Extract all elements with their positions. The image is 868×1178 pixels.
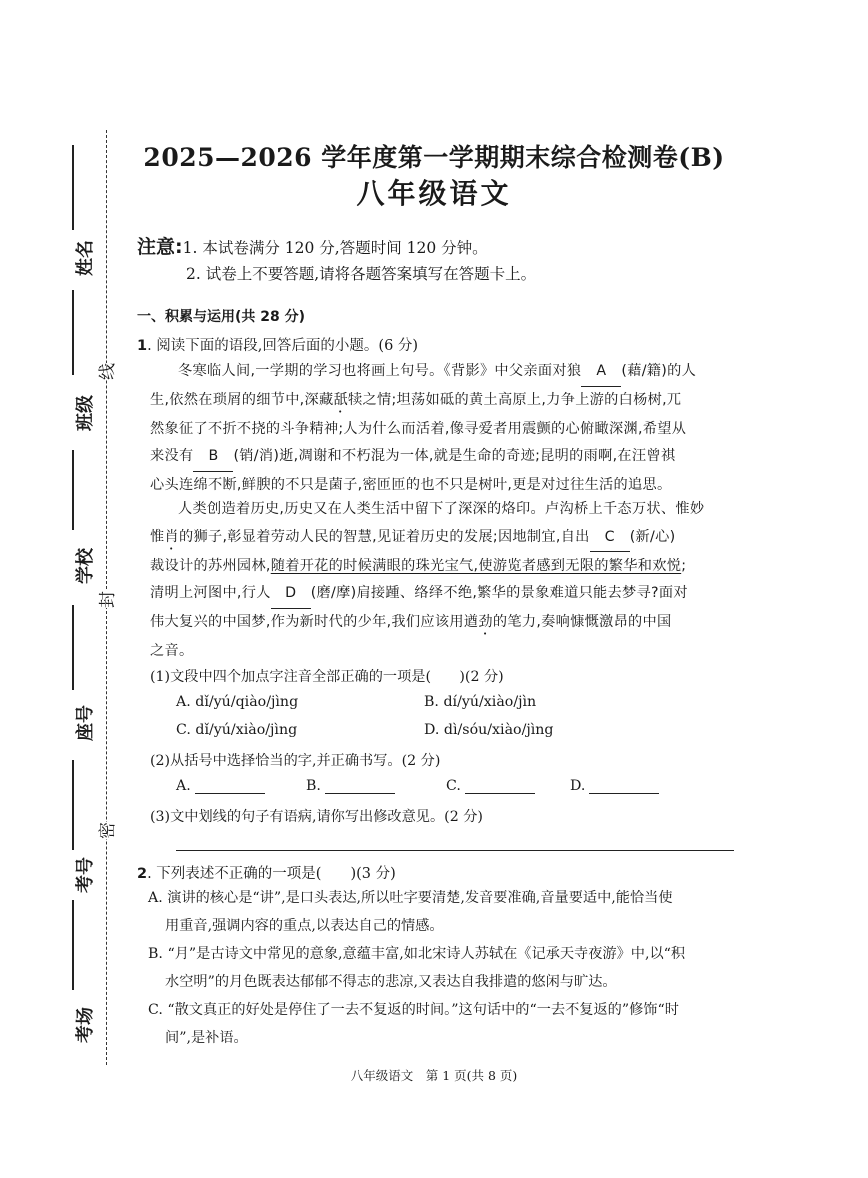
passage-line bbox=[150, 443, 736, 472]
dotted-char: 肖 bbox=[164, 528, 179, 545]
binding-mark-xian: 线 bbox=[90, 363, 121, 380]
fill-label: B. bbox=[306, 778, 321, 794]
fill-line bbox=[195, 779, 265, 794]
passage-line: 心头连绵不断,鲜腴的不只是菌子,密匝匝的也不只是树叶,更是对过往生活的追思。 bbox=[150, 476, 672, 493]
passage-text: (新/心) bbox=[629, 528, 676, 545]
question-1-stem bbox=[137, 334, 418, 355]
passage-line bbox=[150, 580, 736, 609]
fill-label: D. bbox=[570, 778, 586, 794]
passage-text: 的狮子,彰显着劳动人民的智慧,见证着历史的发展;因地制宜,自出 bbox=[179, 528, 590, 545]
option-b: B. dí/yú/xiào/jìn bbox=[424, 694, 537, 710]
sub-question-2: (2)从括号中选择恰当的字,并正确书写。(2 分) bbox=[150, 753, 441, 769]
sub-question-1: (1)文段中四个加点字注音全部正确的一项是( )(2 分) bbox=[150, 669, 504, 685]
passage-text: 来没有 bbox=[150, 448, 194, 464]
option-d: D. dì/sóu/xiào/jìng bbox=[424, 722, 554, 738]
option-c: C. dǐ/yú/xiào/jìng bbox=[176, 722, 298, 738]
name-line bbox=[72, 145, 74, 230]
notice-label: 注意: bbox=[137, 236, 183, 258]
q2-option-b bbox=[148, 940, 738, 996]
passage-text: 清明上河图中,行人 bbox=[150, 585, 271, 601]
passage-line: 人类创造着历史,历史又在人类生活中留下了深深的烙印。卢沟桥上千态万状、惟妙 bbox=[178, 501, 705, 517]
q2-option-a bbox=[148, 884, 738, 940]
class-label: 班级 bbox=[75, 395, 96, 431]
option-line: A. 演讲的核心是“讲”,是口头表达,所以吐字要清楚,发音要准确,音量要适中,能恰当使 bbox=[148, 890, 673, 906]
option-a: A. dǐ/yú/qiào/jìng bbox=[176, 694, 299, 710]
underlined-sentence: 随着开花的时候满眼的珠光宝气,使游览者感到无限的繁华和欢悦 bbox=[270, 557, 682, 574]
class-line bbox=[72, 290, 74, 375]
fill-b bbox=[306, 778, 395, 794]
passage-text: 裁设计的苏州园林, bbox=[150, 557, 271, 574]
question-1-number: 1 bbox=[137, 338, 148, 354]
school-label: 学校 bbox=[75, 548, 96, 584]
option-line: B. “月”是古诗文中常见的意象,意蕴丰富,如北宋诗人苏轼在《记承天寺夜游》中,以“积 bbox=[148, 946, 686, 962]
school-line bbox=[72, 450, 74, 530]
q2-option-c bbox=[148, 996, 738, 1052]
blank-a: A bbox=[581, 358, 621, 387]
passage-line bbox=[150, 524, 736, 553]
binding-mark-feng: 封 bbox=[90, 591, 121, 608]
passage-text: 生,依然在琐屑的细节中,深藏 bbox=[150, 391, 334, 408]
seat-label: 座号 bbox=[75, 705, 96, 741]
option-line: 水空明”的月色既表达郁郁不得志的悲凉,又表达自我排遣的悠闲与旷达。 bbox=[165, 974, 617, 990]
passage-text: 伟大复兴的中国梦,作为新时代的少年,我们应该用遒 bbox=[150, 613, 479, 630]
passage-text: 犊之情;坦荡如砥的黄土高原上,力争上游的白杨树,兀 bbox=[347, 391, 682, 408]
fill-label: A. bbox=[176, 778, 191, 794]
fill-d bbox=[570, 778, 659, 794]
blank-c: C bbox=[590, 524, 630, 553]
fill-label: C. bbox=[446, 778, 461, 794]
exam-room-label: 考场 bbox=[75, 1007, 96, 1043]
passage-line bbox=[176, 358, 736, 387]
fill-line bbox=[325, 779, 395, 794]
binding-mark-mi: 密 bbox=[90, 822, 121, 839]
passage-text: (磨/摩)肩接踵、络绎不绝,繁华的景象难道只能去梦寻?面对 bbox=[310, 585, 688, 601]
notice-item-1: 1. 本试卷满分 120 分,答题时间 120 分钟。 bbox=[182, 239, 488, 257]
passage-paragraph-1 bbox=[150, 358, 736, 499]
fill-a bbox=[176, 778, 265, 794]
passage-text: 冬寒临人间,一学期的学习也将画上句号。《背影》中父亲面对狼 bbox=[178, 363, 582, 379]
passage-text: 的笔力,奏响慷慨激昂的中国 bbox=[492, 613, 672, 630]
exam-room-line bbox=[72, 900, 74, 990]
option-line: 间”,是补语。 bbox=[165, 1030, 248, 1046]
page-footer: 八年级语文 第 1 页(共 8 页) bbox=[350, 1068, 518, 1083]
blank-d: D bbox=[271, 580, 311, 609]
notice-line-1 bbox=[137, 232, 488, 259]
passage-line bbox=[150, 387, 736, 416]
sub-question-3: (3)文中划线的句子有语病,请你写出修改意见。(2 分) bbox=[150, 809, 483, 825]
answer-line bbox=[176, 850, 734, 851]
name-label: 姓名 bbox=[75, 240, 96, 276]
passage-text: (藉/籍)的人 bbox=[621, 363, 697, 379]
dotted-char: 劲 bbox=[478, 613, 493, 630]
fill-c bbox=[446, 778, 535, 794]
exam-subtitle: 八年级语文 bbox=[356, 177, 512, 210]
passage-text: 惟 bbox=[150, 528, 165, 545]
exam-number-line bbox=[72, 760, 74, 850]
passage-line bbox=[150, 553, 736, 581]
passage-text: (销/消)逝,凋谢和不朽混为一体,就是生命的奇迹;昆明的雨啊,在汪曾祺 bbox=[233, 448, 676, 464]
question-1-text: . 阅读下面的语段,回答后面的小题。(6 分) bbox=[147, 338, 419, 354]
passage-line: 之音。 bbox=[150, 642, 194, 659]
passage-line: 然象征了不折不挠的斗争精神;人为什么而活着,像寻爱者用震颤的心俯瞰深渊,希望从 bbox=[150, 420, 687, 437]
exam-number-label: 考号 bbox=[75, 857, 96, 893]
dotted-char: 舐 bbox=[333, 391, 348, 408]
question-2-stem bbox=[137, 862, 396, 883]
blank-b: B bbox=[193, 443, 233, 472]
exam-title: 2025—2026 学年度第一学期期末综合检测卷(B) bbox=[143, 143, 725, 172]
question-2-text: . 下列表述不正确的一项是( )(3 分) bbox=[147, 866, 396, 882]
passage-line bbox=[150, 609, 736, 638]
question-2-number: 2 bbox=[137, 866, 148, 882]
option-line: 用重音,强调内容的重点,以表达自己的情感。 bbox=[165, 918, 444, 934]
fill-line bbox=[465, 779, 535, 794]
option-line: C. “散文真正的好处是停住了一去不复返的时间。”这句话中的“一去不复返的”修饰“时 bbox=[148, 1002, 679, 1018]
notice-item-2: 2. 试卷上不要答题,请将各题答案填写在答题卡上。 bbox=[186, 265, 537, 283]
passage-paragraph-2 bbox=[150, 496, 736, 665]
binding-margin bbox=[0, 0, 130, 1178]
passage-text: ; bbox=[681, 557, 687, 574]
seat-line bbox=[72, 605, 74, 690]
fill-line bbox=[589, 779, 659, 794]
section-title: 一、积累与运用(共 28 分) bbox=[137, 309, 306, 325]
